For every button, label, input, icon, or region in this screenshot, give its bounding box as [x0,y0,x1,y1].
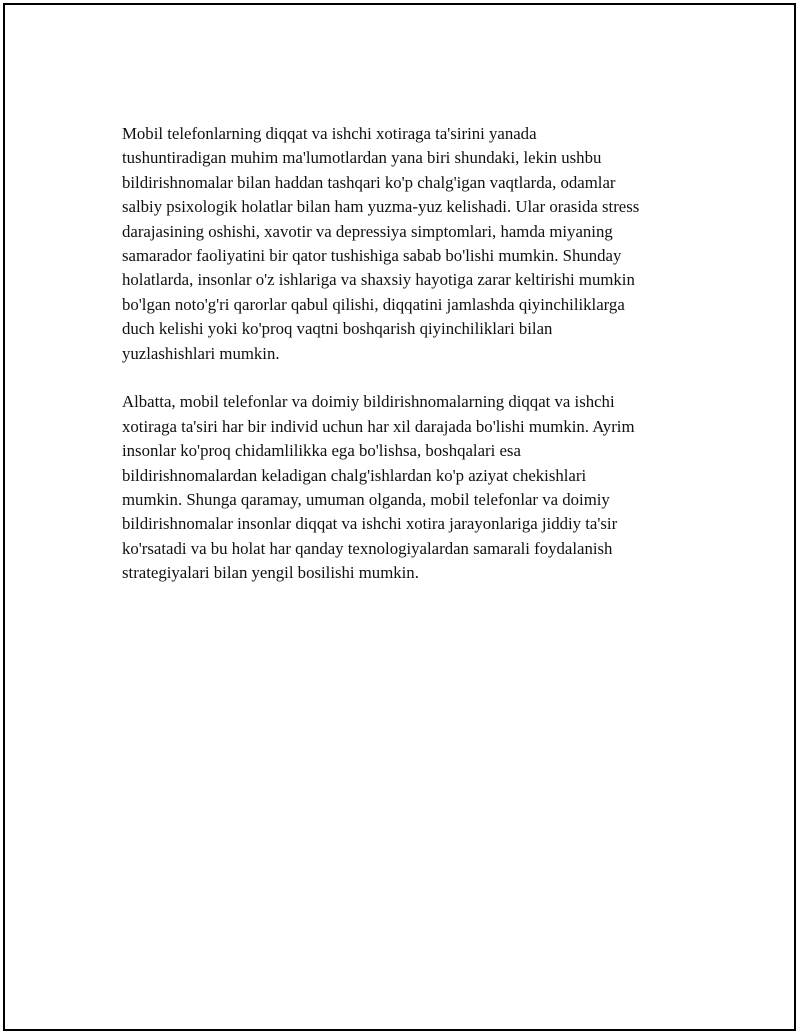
paragraph-1: Mobil telefonlarning diqqat va ishchi xotiraga ta'sirini yanada tushuntiradigan muhim ma'lumotlardan yana biri shundaki, lekin ushbu bildirishnomalar bilan haddan tashqari ko'p chalg'igan vaqtlarda, odamlar salbiy psixologik holatlar bilan ham yuzma-yuz kelishadi. Ular orasida stress darajasining oshishi, xavotir va depressiya simptomlari, hamda miyaning samarador faoliyatini bir qator tushishiga sabab bo'lishi mumkin. Shunday holatlarda, insonlar o'z ishlariga va shaxsiy hayotiga zarar keltirishi mumkin bo'lgan noto'g'ri qarorlar qabul qilishi, diqqatini jamlashda qiyinchiliklarga duch kelishi yoki ko'proq vaqtni boshqarish qiyinchiliklari bilan yuzlashishlari mumkin. [122,124,640,363]
page-body [122,122,692,610]
paragraph-2: Albatta, mobil telefonlar va doimiy bildirishnomalarning diqqat va ishchi xotiraga ta'siri har bir individ uchun har xil darajada bo'lishi mumkin. Ayrim insonlar ko'proq chidamlilikka ega bo'lishsa, boshqalari esa bildirishnomalardan keladigan chalg'ishlardan ko'p aziyat chekishlari mumkin. Shunga qaramay, umuman olganda, mobil telefonlar va doimiy bildirishnomalar insonlar diqqat va ishchi xotira jarayonlariga jiddiy ta'sir ko'rsatadi va bu holat har qanday texnologiyalardan samarali foydalanish strategiyalari bilan yengil bosilishi mumkin. [122,392,635,583]
page-frame [3,3,796,1031]
